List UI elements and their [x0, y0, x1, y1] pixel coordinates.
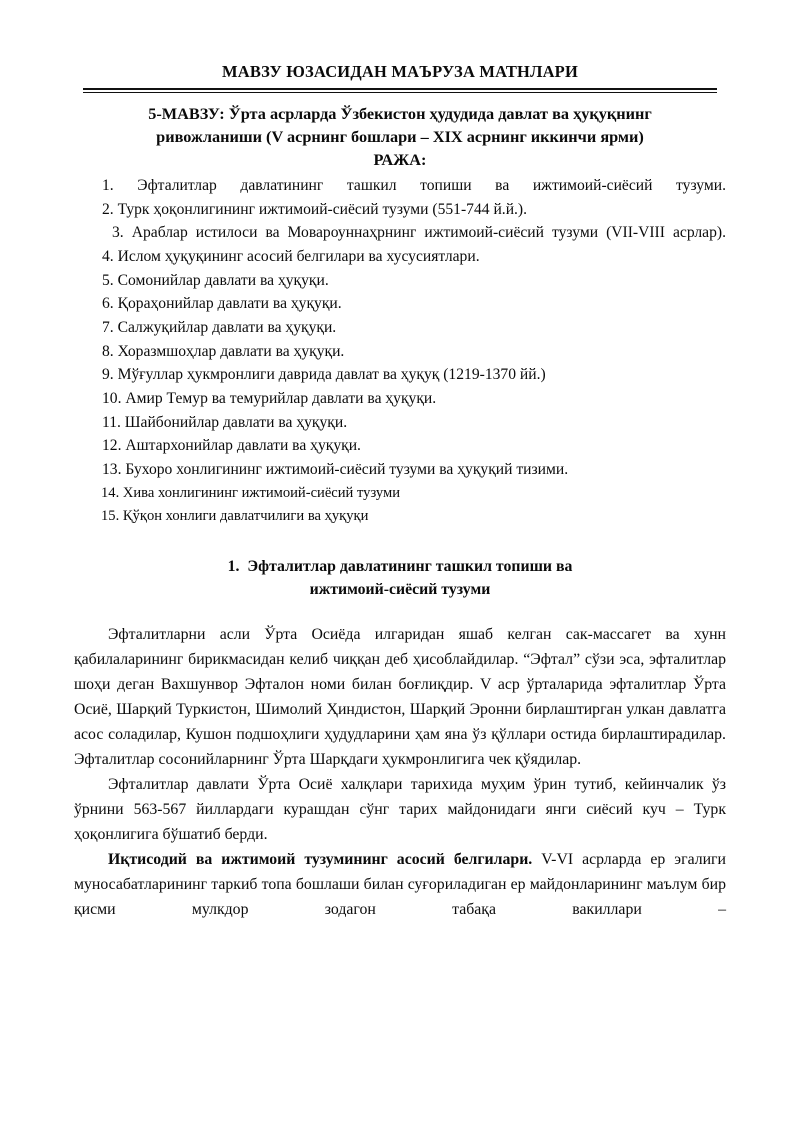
body-paragraph-last-rest: V-VI асрларда ер эгалиги муносабатларининг таркиб топа бошлаши билан суғориладиган ер майдонларининг маълум бир қисми мулкдор зодагон табақа вакиллари –	[74, 851, 726, 918]
plan-item: 8. Хоразмшоҳлар давлати ва ҳуқуқи.	[102, 342, 345, 360]
topic-title-line-1: 5-МАВЗУ: Ўрта асрларда Ўзбекистон ҳудудида давлат ва ҳуқуқнинг	[148, 103, 652, 123]
body-paragraph: Эфталитлар давлати Ўрта Осиё халқлари тарихида муҳим ўрин тутиб, кейинчалик ўз ўрнини 563-567 йиллардаги курашдан сўнг тарих майдонидаги янги сиёсий куч – Турк ҳоқонлигига бўшатиб берди.	[74, 776, 726, 844]
body-paragraph: Эфталитларни асли Ўрта Осиёда илгаридан яшаб келган сак-массагет ва хунн қабилаларининг бирикмасидан келиб чиққан деб ҳисоблайдилар. “Эфтал” сўзи эса, эфталитлар шоҳи деган Вахшунвор Эфталон номи билан боғлиқдир. V аср ўрталарида эфталитлар Ўрта Осиё, Шарқий Туркистон, Шимолий Ҳиндистон, Шарқий Эронни бирлаштирган улкан давлатга асос соладилар, Кушон подшоҳлиги ҳудудларини ҳам яна ўз қўллари остида бирлаштирадилар. Эфталитлар сосонийларнинг Ўрта Шарқдаги ҳукмронлигига чек қўядилар.	[74, 626, 726, 769]
page-content	[74, 93, 726, 923]
plan-list	[74, 174, 726, 528]
running-header: МАВЗУ ЮЗАСИДАН МАЪРУЗА МАТНЛАРИ	[221, 62, 578, 81]
section-heading-line-1	[74, 556, 726, 579]
plan-item: 1. Эфталитлар давлатининг ташкил топиши ва ижтимоий-сиёсий тузуми.	[102, 176, 726, 194]
topic-title	[74, 102, 726, 149]
plan-item: 4. Ислом ҳуқуқининг асосий белгилари ва хусусиятлари.	[102, 247, 480, 265]
plan-item: 14. Хива хонлигининг ижтимоий-сиёсий тузуми	[101, 484, 401, 501]
plan-item: 6. Қораҳонийлар давлати ва ҳуқуқи.	[102, 295, 342, 313]
plan-item: 10. Амир Темур ва темурийлар давлати ва ҳуқуқи.	[102, 390, 437, 408]
plan-item: 9. Мўғуллар ҳукмронлиги даврида давлат ва ҳуқуқ (1219-1370 йй.)	[102, 366, 546, 384]
section-heading-text-1: Эфталитлар давлатининг ташкил топиши ва	[247, 557, 573, 575]
plan-item: 2. Турк ҳоқонлигининг ижтимоий-сиёсий тузуми (551-744 й.й.).	[102, 200, 528, 218]
plan-item: 5. Сомонийлар давлати ва ҳуқуқи.	[102, 271, 329, 289]
plan-label: РАЖА:	[373, 150, 427, 170]
plan-item: 12. Аштархонийлар давлати ва ҳуқуқи.	[102, 437, 361, 455]
plan-item: 7. Салжуқийлар давлати ва ҳуқуқи.	[102, 318, 337, 336]
plan-item: 13. Бухоро хонлигининг ижтимоий-сиёсий тузуми ва ҳуқуқий тизими.	[102, 461, 569, 479]
section-heading-number: 1.	[227, 557, 240, 575]
plan-item: 11. Шайбонийлар давлати ва ҳуқуқи.	[102, 413, 348, 431]
bold-lead-in: Иқтисодий ва ижтимоий тузумининг асосий белгилари.	[108, 851, 533, 869]
section-heading-line-2: ижтимоий-сиёсий тузуми	[309, 580, 491, 598]
section-heading	[74, 556, 726, 602]
body-paragraph-last	[74, 848, 726, 923]
plan-item: 3. Араблар истилоси ва Мовароуннаҳрнинг ижтимоий-сиёсий тузуми (VII-VIII асрлар).	[112, 224, 726, 242]
plan-item: 15. Қўқон хонлиги давлатчилиги ва ҳуқуқи	[101, 507, 369, 524]
topic-title-line-2: ривожланиши (V асрнинг бошлари – XIX асрнинг иккинчи ярми)	[156, 127, 644, 147]
body-text	[74, 623, 726, 922]
